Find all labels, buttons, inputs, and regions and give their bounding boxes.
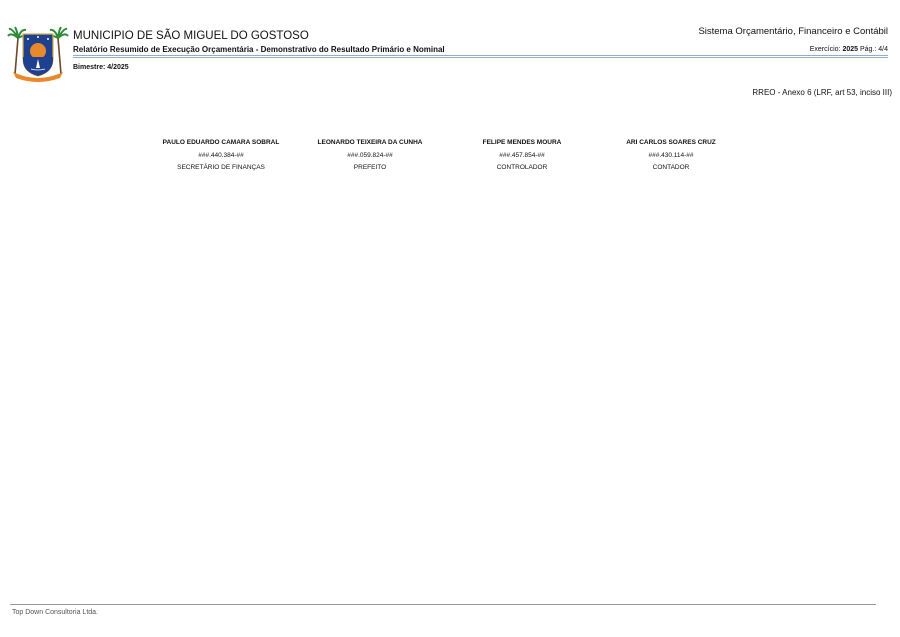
signatory-role: PREFEITO — [353, 164, 387, 171]
signatory-document: ###.059.824-## — [347, 152, 393, 159]
header-rule-top — [73, 55, 888, 56]
signature-block-mayor — [290, 136, 450, 174]
annex-reference: RREO - Anexo 6 (LRF, art 53, inciso III) — [752, 88, 892, 97]
exercise-and-page — [810, 46, 888, 53]
signatory-role: CONTADOR — [652, 164, 690, 171]
signatory-role: CONTROLADOR — [496, 164, 548, 171]
signatory-document: ###.430.114-## — [648, 152, 694, 159]
signature-block-controller — [442, 136, 602, 174]
bimester-label: Bimestre: 4/2025 — [73, 64, 129, 71]
signature-block-accountant — [591, 136, 751, 174]
signatory-document: ###.457.854-## — [499, 152, 545, 159]
signature-block-finance-secretary — [141, 136, 301, 174]
signatory-name: FELIPE MENDES MOURA — [482, 139, 562, 146]
signatory-document: ###.440.384-## — [198, 152, 244, 159]
municipality-name: MUNICIPIO DE SÃO MIGUEL DO GOSTOSO — [73, 30, 309, 42]
signatory-role: SECRETÁRIO DE FINANÇAS — [177, 164, 265, 171]
footer-divider — [10, 604, 876, 605]
signatory-name: ARI CARLOS SOARES CRUZ — [626, 139, 716, 146]
system-name: Sistema Orçamentário, Financeiro e Contábil — [698, 26, 888, 37]
exercise-label: Exercício: — [809, 46, 841, 53]
footer-company: Top Down Consultoria Ltda. — [12, 609, 98, 616]
signatory-name: PAULO EDUARDO CAMARA SOBRAL — [162, 139, 280, 146]
page-number: Pág.: 4/4 — [859, 46, 888, 53]
report-title: Relatório Resumido de Execução Orçamentária - Demonstrativo do Resultado Primário e Nominal — [73, 45, 445, 54]
exercise-year: 2025 — [842, 46, 859, 53]
signatory-name: LEONARDO TEIXEIRA DA CUNHA — [317, 139, 423, 146]
municipal-coat-of-arms-logo — [7, 24, 69, 82]
header-rule-bottom — [73, 57, 888, 58]
